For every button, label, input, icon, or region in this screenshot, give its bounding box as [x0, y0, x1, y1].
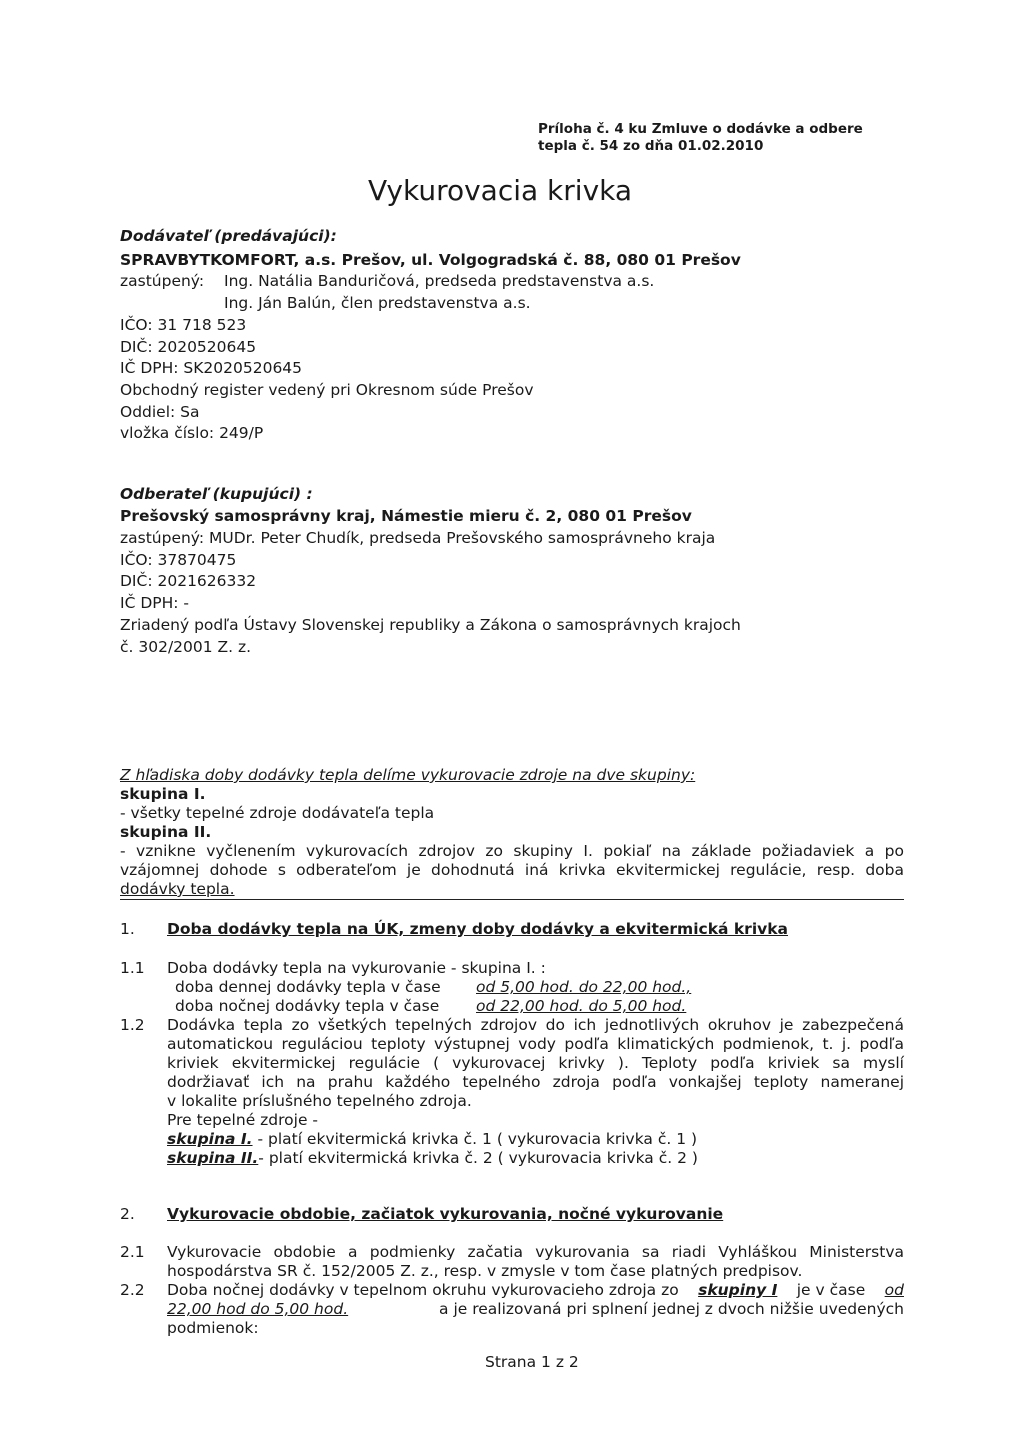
group-2-title: skupina II.	[120, 823, 212, 841]
group-1-curve-label: skupina I.	[167, 1130, 253, 1148]
group-1-reference: skupiny I	[698, 1281, 778, 1299]
night-time-start: od	[884, 1281, 904, 1299]
group-2-curve-line	[167, 1147, 698, 1169]
customer-heading: Odberateľ (kupujúci) :	[120, 485, 313, 503]
section-1-title: Doba dodávky tepla na ÚK, zmeny doby dodávky a ekvitermická krivka	[167, 920, 789, 938]
customer-law: č. 302/2001 Z. z.	[120, 638, 252, 656]
group-2-curve-label: skupina II.	[167, 1149, 259, 1167]
group-2-curve-text: - platí ekvitermická krivka č. 2 ( vykurovacia krivka č. 2 )	[258, 1149, 698, 1167]
para-1-2-line-3: kriviek ekvitermickej regulácie ( vykurovacej krivky ). Teploty podľa kriviek sa myslí	[167, 1054, 904, 1072]
page-title: Vykurovacia krivka	[368, 174, 633, 207]
group-2-line-1: - vznikne vyčlenením vykurovacích zdrojov zo skupiny I. pokiaľ na základe požiadaviek a po	[120, 842, 904, 860]
supplier-section: Oddiel: Sa	[120, 403, 200, 421]
para-2-2-in-time: je v čase	[796, 1281, 866, 1299]
supplier-heading: Dodávateľ (predávajúci):	[120, 227, 337, 245]
customer-established: Zriadený podľa Ústavy Slovenskej republiky a Zákona o samosprávnych krajoch	[120, 616, 741, 634]
annex-line-1: Príloha č. 4 ku Zmluve o dodávke a odbere	[538, 121, 863, 137]
para-1-2-line-1: Dodávka tepla zo všetkých tepelných zdrojov do ich jednotlivých okruhov je zabezpečená	[167, 1016, 904, 1034]
para-1-2-line-5: v lokalite príslušného tepelného zdroja.	[167, 1092, 472, 1110]
section-1-number: 1.	[120, 920, 135, 938]
customer-dic: DIČ: 2021626332	[120, 572, 257, 590]
night-time-range: 22,00 hod do 5,00 hod.	[167, 1300, 349, 1318]
para-2-1-number: 2.1	[120, 1243, 145, 1261]
para-2-2-number: 2.2	[120, 1281, 145, 1299]
customer-icdph: IČ DPH: -	[120, 594, 190, 612]
para-1-2-line-2: automatickou reguláciou teploty výstupnej vody podľa klimatických podmienok, t. j. podľa	[167, 1035, 904, 1053]
supplier-rep-2: Ing. Ján Balún, člen predstavenstva a.s.	[224, 294, 531, 312]
supplier-ico: IČO: 31 718 523	[120, 316, 247, 334]
para-2-2-line-3: podmienok:	[167, 1319, 259, 1337]
para-1-1-line-1: Doba dodávky tepla na vykurovanie - skupina I. :	[167, 959, 546, 977]
group-1-curve-text: - platí ekvitermická krivka č. 1 ( vykurovacia krivka č. 1 )	[252, 1130, 698, 1148]
group-2-line-2: vzájomnej dohode s odberateľom je dohodnutá iná krivka ekvitermickej regulácie, resp. doba	[120, 861, 904, 879]
supplier-represented-label: zastúpený:	[120, 272, 205, 290]
para-2-2-line-2	[167, 1298, 904, 1320]
groups-intro: Z hľadiska doby dodávky tepla delíme vykurovacie zdroje na dve skupiny:	[120, 766, 696, 784]
group-1-text: - všetky tepelné zdroje dodávateľa tepla	[120, 804, 435, 822]
para-1-2-number: 1.2	[120, 1016, 145, 1034]
supplier-dic: DIČ: 2020520645	[120, 338, 257, 356]
customer-represented: zastúpený: MUDr. Peter Chudík, predseda Prešovského samosprávneho kraja	[120, 529, 716, 547]
customer-name: Prešovský samosprávny kraj, Námestie mieru č. 2, 080 01 Prešov	[120, 507, 692, 525]
section-divider	[120, 899, 904, 900]
night-supply-value: od 22,00 hod. do 5,00 hod.	[476, 997, 687, 1015]
para-2-1-line-1: Vykurovacie obdobie a podmienky začatia vykurovania sa riadi Vyhláškou Ministerstva	[167, 1243, 904, 1261]
para-1-1-number: 1.1	[120, 959, 145, 977]
supplier-register: Obchodný register vedený pri Okresnom súde Prešov	[120, 381, 534, 399]
para-1-2-line-4: dodržiavať ich na prahu každého tepelného zdroja podľa vonkajšej teploty nameranej	[167, 1073, 904, 1091]
para-2-2-line-2-text: a je realizovaná pri splnení jednej z dvoch nižšie uvedených	[439, 1300, 904, 1318]
supplier-icdph: IČ DPH: SK2020520645	[120, 359, 303, 377]
day-supply-label: doba dennej dodávky tepla v čase	[175, 978, 441, 996]
para-1-2-line-6: Pre tepelné zdroje -	[167, 1111, 319, 1129]
section-2-title: Vykurovacie obdobie, začiatok vykurovania, nočné vykurovanie	[167, 1205, 724, 1223]
annex-line-2: tepla č. 54 zo dňa 01.02.2010	[538, 138, 764, 154]
para-2-2-line-1-text: Doba nočnej dodávky v tepelnom okruhu vykurovacieho zdroja zo	[167, 1281, 679, 1299]
group-2-line-3: dodávky tepla.	[120, 880, 235, 898]
page-number: Strana 1 z 2	[485, 1353, 579, 1371]
para-2-1-line-2: hospodárstva SR č. 152/2005 Z. z., resp. v zmysle v tom čase platných predpisov.	[167, 1262, 803, 1280]
supplier-rep-1: Ing. Natália Banduričová, predseda predstavenstva a.s.	[224, 272, 655, 290]
group-1-title: skupina I.	[120, 785, 206, 803]
night-supply-label: doba nočnej dodávky tepla v čase	[175, 997, 440, 1015]
supplier-insert: vložka číslo: 249/P	[120, 424, 264, 442]
section-2-number: 2.	[120, 1205, 135, 1223]
day-supply-value: od 5,00 hod. do 22,00 hod.,	[476, 978, 692, 996]
customer-ico: IČO: 37870475	[120, 551, 237, 569]
supplier-name: SPRAVBYTKOMFORT, a.s. Prešov, ul. Volgogradská č. 88, 080 01 Prešov	[120, 251, 741, 269]
